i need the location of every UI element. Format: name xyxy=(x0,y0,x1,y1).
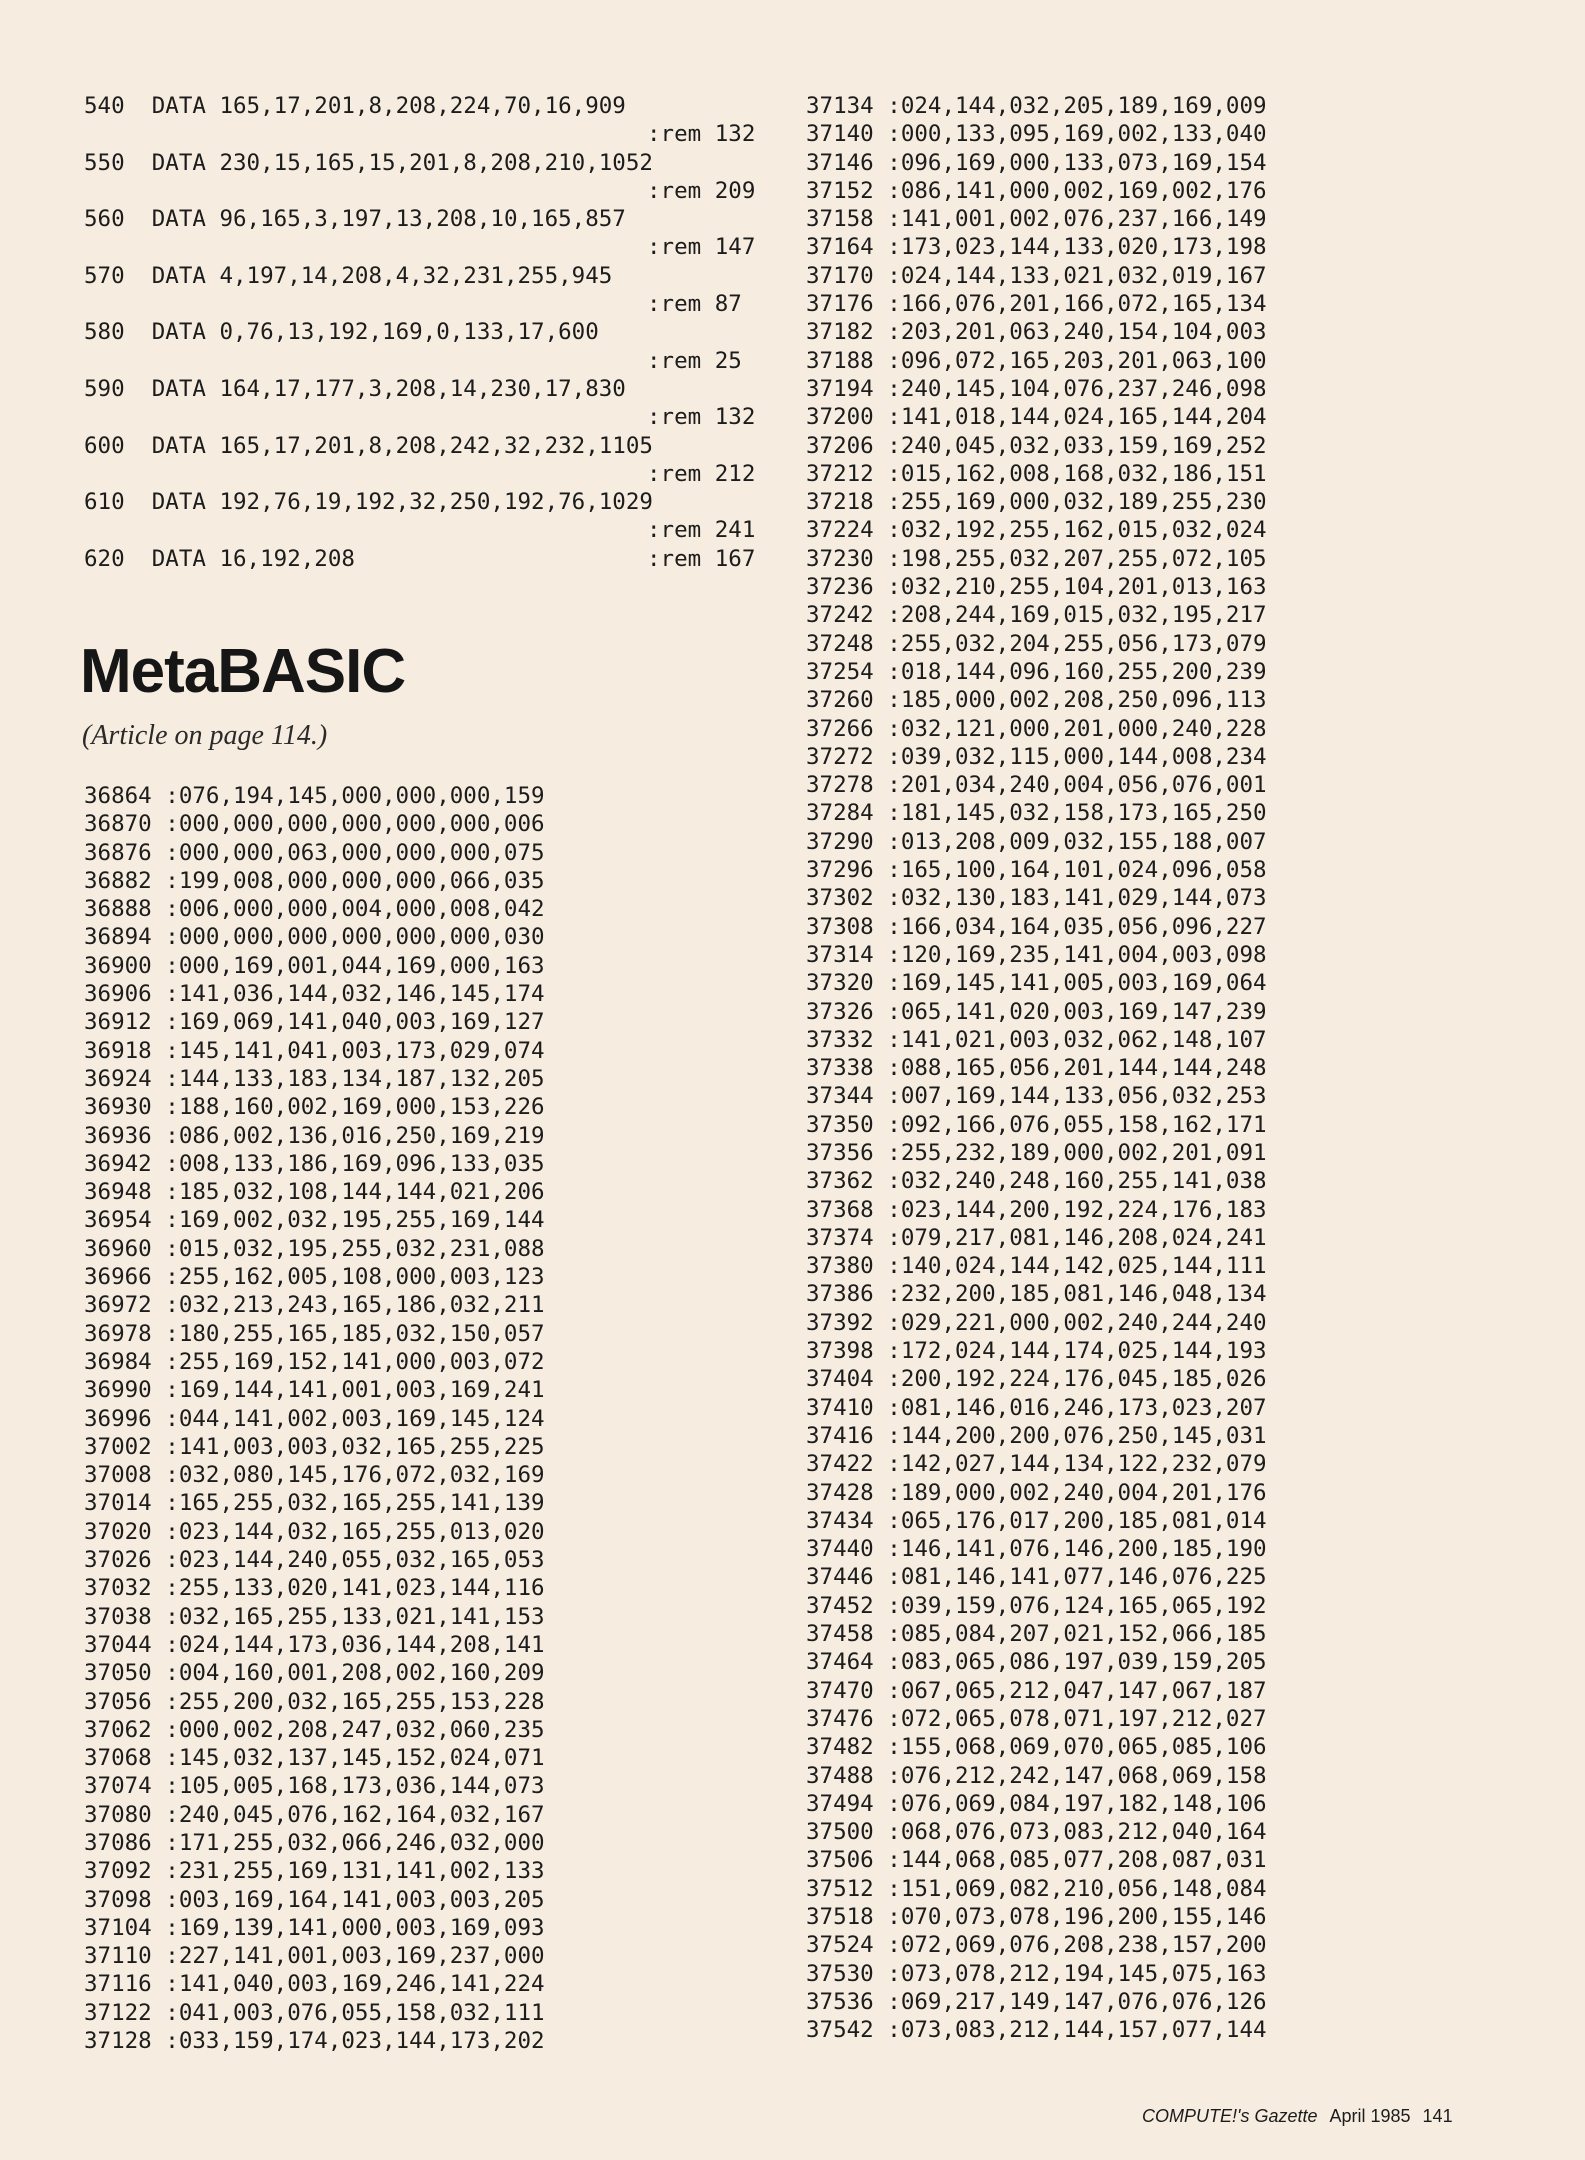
basic-line-number: 600 xyxy=(84,432,125,459)
hex-line: 36918 :145,141,041,003,173,029,074 xyxy=(84,1037,545,1064)
basic-line xyxy=(84,149,755,177)
hex-line: 37374 :079,217,081,146,208,024,241 xyxy=(806,1224,1267,1251)
hex-line: 37338 :088,165,056,201,144,144,248 xyxy=(806,1055,1267,1082)
hex-line: 36876 :000,000,063,000,000,000,075 xyxy=(84,839,545,866)
basic-data-values: 164,17,177,3,208,14,230,17,830 xyxy=(219,375,626,402)
hex-line: 37362 :032,240,248,160,255,141,038 xyxy=(806,1168,1267,1195)
hex-line: 37524 :072,069,076,208,238,157,200 xyxy=(806,1932,1267,1959)
page-number: 141 xyxy=(1422,2106,1453,2126)
hex-line: 37542 :073,083,212,144,157,077,144 xyxy=(806,2017,1267,2044)
hex-line: 37320 :169,145,141,005,003,169,064 xyxy=(806,970,1267,997)
basic-checksum-rem: :rem 132 xyxy=(647,121,756,148)
hex-line: 37494 :076,069,084,197,182,148,106 xyxy=(806,1790,1267,1817)
hex-line: 37098 :003,169,164,141,003,003,205 xyxy=(84,1886,545,1913)
hex-line: 37488 :076,212,242,147,068,069,158 xyxy=(806,1762,1267,1789)
basic-data-values: 230,15,165,15,201,8,208,210,1052 xyxy=(219,149,653,176)
basic-line xyxy=(84,205,755,233)
hex-line: 37266 :032,121,000,201,000,240,228 xyxy=(806,715,1267,742)
hex-line: 37014 :165,255,032,165,255,141,139 xyxy=(84,1490,545,1517)
hex-line: 37026 :023,144,240,055,032,165,053 xyxy=(84,1547,545,1574)
hex-line: 36906 :141,036,144,032,146,145,174 xyxy=(84,981,545,1008)
hex-line: 37230 :198,255,032,207,255,072,105 xyxy=(806,545,1267,572)
hex-line: 37290 :013,208,009,032,155,188,007 xyxy=(806,828,1267,855)
hex-line: 36900 :000,169,001,044,169,000,163 xyxy=(84,952,545,979)
page-footer xyxy=(1142,2106,1453,2127)
basic-line-number: 540 xyxy=(84,93,125,119)
hex-listing-left xyxy=(84,782,545,2055)
hex-line: 37458 :085,084,207,021,152,066,185 xyxy=(806,1621,1267,1648)
hex-line: 36864 :076,194,145,000,000,000,159 xyxy=(84,783,545,809)
basic-data-values: 96,165,3,197,13,208,10,165,857 xyxy=(219,206,626,233)
hex-line: 37254 :018,144,096,160,255,200,239 xyxy=(806,658,1267,685)
hex-line: 37512 :151,069,082,210,056,148,084 xyxy=(806,1875,1267,1902)
basic-data-values: 165,17,201,8,208,224,70,16,909 xyxy=(219,93,626,119)
hex-line: 37440 :146,141,076,146,200,185,190 xyxy=(806,1536,1267,1563)
basic-keyword: DATA xyxy=(138,375,220,402)
basic-keyword: DATA xyxy=(138,319,220,346)
hex-line: 37068 :145,032,137,145,152,024,071 xyxy=(84,1745,545,1772)
hex-line: 37086 :171,255,032,066,246,032,000 xyxy=(84,1829,545,1856)
basic-line xyxy=(84,545,755,573)
hex-line: 36966 :255,162,005,108,000,003,123 xyxy=(84,1264,545,1291)
hex-line: 37236 :032,210,255,104,201,013,163 xyxy=(806,574,1267,601)
basic-checksum-rem: :rem 147 xyxy=(647,234,756,261)
hex-line: 37476 :072,065,078,071,197,212,027 xyxy=(806,1705,1267,1732)
hex-line: 37134 :024,144,032,205,189,169,009 xyxy=(806,93,1267,119)
hex-line: 37332 :141,021,003,032,062,148,107 xyxy=(806,1026,1267,1053)
hex-line: 37218 :255,169,000,032,189,255,230 xyxy=(806,489,1267,516)
hex-line: 37464 :083,065,086,197,039,159,205 xyxy=(806,1649,1267,1676)
hex-line: 37038 :032,165,255,133,021,141,153 xyxy=(84,1603,545,1630)
hex-line: 37092 :231,255,169,131,141,002,133 xyxy=(84,1858,545,1885)
hex-line: 36984 :255,169,152,141,000,003,072 xyxy=(84,1348,545,1375)
hex-line: 37074 :105,005,168,173,036,144,073 xyxy=(84,1773,545,1800)
basic-checksum-rem: :rem 25 xyxy=(647,347,742,374)
hex-line: 37110 :227,141,001,003,169,237,000 xyxy=(84,1943,545,1970)
hex-line: 37314 :120,169,235,141,004,003,098 xyxy=(806,941,1267,968)
hex-line: 37242 :208,244,169,015,032,195,217 xyxy=(806,602,1267,629)
hex-line: 36894 :000,000,000,000,000,000,030 xyxy=(84,924,545,951)
hex-line: 36930 :188,160,002,169,000,153,226 xyxy=(84,1094,545,1121)
basic-line-number: 570 xyxy=(84,262,125,289)
hex-line: 37164 :173,023,144,133,020,173,198 xyxy=(806,234,1267,261)
hex-line: 36924 :144,133,183,134,187,132,205 xyxy=(84,1065,545,1092)
hex-line: 37212 :015,162,008,168,032,186,151 xyxy=(806,460,1267,487)
hex-line: 36972 :032,213,243,165,186,032,211 xyxy=(84,1292,545,1319)
hex-line: 37392 :029,221,000,002,240,244,240 xyxy=(806,1309,1267,1336)
section-title: MetaBASIC xyxy=(80,637,406,706)
hex-line: 37380 :140,024,144,142,025,144,111 xyxy=(806,1253,1267,1280)
hex-line: 37104 :169,139,141,000,003,169,093 xyxy=(84,1914,545,1941)
hex-line: 37062 :000,002,208,247,032,060,235 xyxy=(84,1716,545,1743)
hex-line: 37386 :232,200,185,081,146,048,134 xyxy=(806,1281,1267,1308)
basic-keyword: DATA xyxy=(138,206,220,233)
hex-line: 37206 :240,045,032,033,159,169,252 xyxy=(806,432,1267,459)
hex-line: 37470 :067,065,212,047,147,067,187 xyxy=(806,1677,1267,1704)
hex-line: 37158 :141,001,002,076,237,166,149 xyxy=(806,206,1267,233)
basic-line-number: 560 xyxy=(84,206,125,233)
basic-line-number: 620 xyxy=(84,545,125,572)
hex-line: 37356 :255,232,189,000,002,201,091 xyxy=(806,1139,1267,1166)
basic-keyword: DATA xyxy=(138,489,220,516)
hex-line: 37188 :096,072,165,203,201,063,100 xyxy=(806,347,1267,374)
basic-keyword: DATA xyxy=(138,432,220,459)
basic-data-values: 192,76,19,192,32,250,192,76,1029 xyxy=(219,489,653,516)
hex-line: 37536 :069,217,149,147,076,076,126 xyxy=(806,1988,1267,2015)
basic-line xyxy=(84,318,755,346)
hex-line: 37140 :000,133,095,169,002,133,040 xyxy=(806,121,1267,148)
hex-line: 37044 :024,144,173,036,144,208,141 xyxy=(84,1631,545,1658)
article-reference: (Article on page 114.) xyxy=(82,720,328,751)
hex-line: 36870 :000,000,000,000,000,000,006 xyxy=(84,811,545,838)
hex-line: 36888 :006,000,000,004,000,008,042 xyxy=(84,896,545,923)
basic-data-values: 0,76,13,192,169,0,133,17,600 xyxy=(219,319,599,346)
hex-line: 37350 :092,166,076,055,158,162,171 xyxy=(806,1111,1267,1138)
hex-line: 37284 :181,145,032,158,173,165,250 xyxy=(806,800,1267,827)
basic-checksum-rem: :rem 132 xyxy=(647,404,756,431)
hex-line: 37128 :033,159,174,023,144,173,202 xyxy=(84,2028,545,2055)
hex-line: 37200 :141,018,144,024,165,144,204 xyxy=(806,404,1267,431)
hex-line: 37530 :073,078,212,194,145,075,163 xyxy=(806,1960,1267,1987)
hex-line: 37506 :144,068,085,077,208,087,031 xyxy=(806,1847,1267,1874)
basic-listing xyxy=(84,92,755,573)
hex-line: 37182 :203,201,063,240,154,104,003 xyxy=(806,319,1267,346)
basic-checksum-rem: :rem 212 xyxy=(647,460,756,487)
hex-line: 37122 :041,003,076,055,158,032,111 xyxy=(84,1999,545,2026)
hex-line: 36942 :008,133,186,169,096,133,035 xyxy=(84,1150,545,1177)
hex-line: 37422 :142,027,144,134,122,232,079 xyxy=(806,1451,1267,1478)
basic-line xyxy=(84,262,755,290)
hex-line: 37224 :032,192,255,162,015,032,024 xyxy=(806,517,1267,544)
hex-line: 37398 :172,024,144,174,025,144,193 xyxy=(806,1338,1267,1365)
basic-data-values: 165,17,201,8,208,242,32,232,1105 xyxy=(219,432,653,459)
hex-line: 36978 :180,255,165,185,032,150,057 xyxy=(84,1320,545,1347)
hex-line: 37518 :070,073,078,196,200,155,146 xyxy=(806,1904,1267,1930)
hex-line: 37308 :166,034,164,035,056,096,227 xyxy=(806,913,1267,940)
hex-line: 37452 :039,159,076,124,165,065,192 xyxy=(806,1592,1267,1619)
hex-line: 37302 :032,130,183,141,029,144,073 xyxy=(806,885,1267,912)
hex-line: 37146 :096,169,000,133,073,169,154 xyxy=(806,149,1267,176)
basic-line-number: 590 xyxy=(84,375,125,402)
hex-line: 37020 :023,144,032,165,255,013,020 xyxy=(84,1518,545,1545)
basic-keyword: DATA xyxy=(138,149,220,176)
hex-line: 36882 :199,008,000,000,000,066,035 xyxy=(84,867,545,894)
hex-line: 37296 :165,100,164,101,024,096,058 xyxy=(806,857,1267,884)
hex-line: 37434 :065,176,017,200,185,081,014 xyxy=(806,1507,1267,1534)
hex-line: 37050 :004,160,001,208,002,160,209 xyxy=(84,1660,545,1687)
hex-line: 37344 :007,169,144,133,056,032,253 xyxy=(806,1083,1267,1110)
hex-line: 36948 :185,032,108,144,144,021,206 xyxy=(84,1179,545,1206)
hex-line: 37116 :141,040,003,169,246,141,224 xyxy=(84,1971,545,1998)
basic-keyword: DATA xyxy=(138,262,220,289)
basic-line xyxy=(84,488,755,516)
hex-line: 37008 :032,080,145,176,072,032,169 xyxy=(84,1462,545,1489)
hex-line: 36960 :015,032,195,255,032,231,088 xyxy=(84,1235,545,1262)
issue-date: April 1985 xyxy=(1329,2106,1411,2126)
basic-checksum-rem: :rem 209 xyxy=(647,177,756,204)
hex-line: 37056 :255,200,032,165,255,153,228 xyxy=(84,1688,545,1715)
basic-checksum-rem: :rem 241 xyxy=(647,517,756,544)
hex-line: 37260 :185,000,002,208,250,096,113 xyxy=(806,687,1267,714)
basic-data-values: 4,197,14,208,4,32,231,255,945 xyxy=(219,262,613,289)
basic-line xyxy=(84,432,755,460)
basic-keyword: DATA xyxy=(138,93,220,119)
hex-line: 37404 :200,192,224,176,045,185,026 xyxy=(806,1366,1267,1393)
basic-keyword: DATA xyxy=(138,545,220,572)
hex-line: 37368 :023,144,200,192,224,176,183 xyxy=(806,1196,1267,1223)
hex-line: 36936 :086,002,136,016,250,169,219 xyxy=(84,1122,545,1149)
magazine-name: COMPUTE!'s Gazette xyxy=(1142,2106,1318,2126)
hex-line: 36954 :169,002,032,195,255,169,144 xyxy=(84,1207,545,1234)
hex-line: 36912 :169,069,141,040,003,169,127 xyxy=(84,1009,545,1036)
hex-line: 37032 :255,133,020,141,023,144,116 xyxy=(84,1575,545,1602)
basic-line-number: 550 xyxy=(84,149,125,176)
hex-line: 37080 :240,045,076,162,164,032,167 xyxy=(84,1801,545,1828)
hex-line: 37482 :155,068,069,070,065,085,106 xyxy=(806,1734,1267,1761)
basic-checksum-rem: :rem 167 xyxy=(647,545,756,572)
basic-line xyxy=(84,92,755,120)
hex-line: 37152 :086,141,000,002,169,002,176 xyxy=(806,177,1267,204)
hex-line: 37176 :166,076,201,166,072,165,134 xyxy=(806,291,1267,318)
hex-line: 37410 :081,146,016,246,173,023,207 xyxy=(806,1394,1267,1421)
basic-line-number: 610 xyxy=(84,489,125,516)
hex-line: 36990 :169,144,141,001,003,169,241 xyxy=(84,1377,545,1404)
hex-line: 37248 :255,032,204,255,056,173,079 xyxy=(806,630,1267,657)
basic-checksum-rem: :rem 87 xyxy=(647,291,742,318)
hex-line: 37416 :144,200,200,076,250,145,031 xyxy=(806,1422,1267,1449)
hex-line: 37446 :081,146,141,077,146,076,225 xyxy=(806,1564,1267,1591)
hex-line: 37194 :240,145,104,076,237,246,098 xyxy=(806,375,1267,402)
hex-line: 37170 :024,144,133,021,032,019,167 xyxy=(806,262,1267,289)
hex-line: 37002 :141,003,003,032,165,255,225 xyxy=(84,1433,545,1460)
hex-line: 36996 :044,141,002,003,169,145,124 xyxy=(84,1405,545,1432)
hex-listing-right xyxy=(806,92,1267,2044)
hex-line: 37428 :189,000,002,240,004,201,176 xyxy=(806,1479,1267,1506)
hex-line: 37278 :201,034,240,004,056,076,001 xyxy=(806,772,1267,799)
basic-line xyxy=(84,375,755,403)
basic-data-values: 16,192,208 xyxy=(219,545,355,572)
basic-line-number: 580 xyxy=(84,319,125,346)
hex-line: 37326 :065,141,020,003,169,147,239 xyxy=(806,998,1267,1025)
hex-line: 37500 :068,076,073,083,212,040,164 xyxy=(806,1819,1267,1846)
hex-line: 37272 :039,032,115,000,144,008,234 xyxy=(806,743,1267,770)
